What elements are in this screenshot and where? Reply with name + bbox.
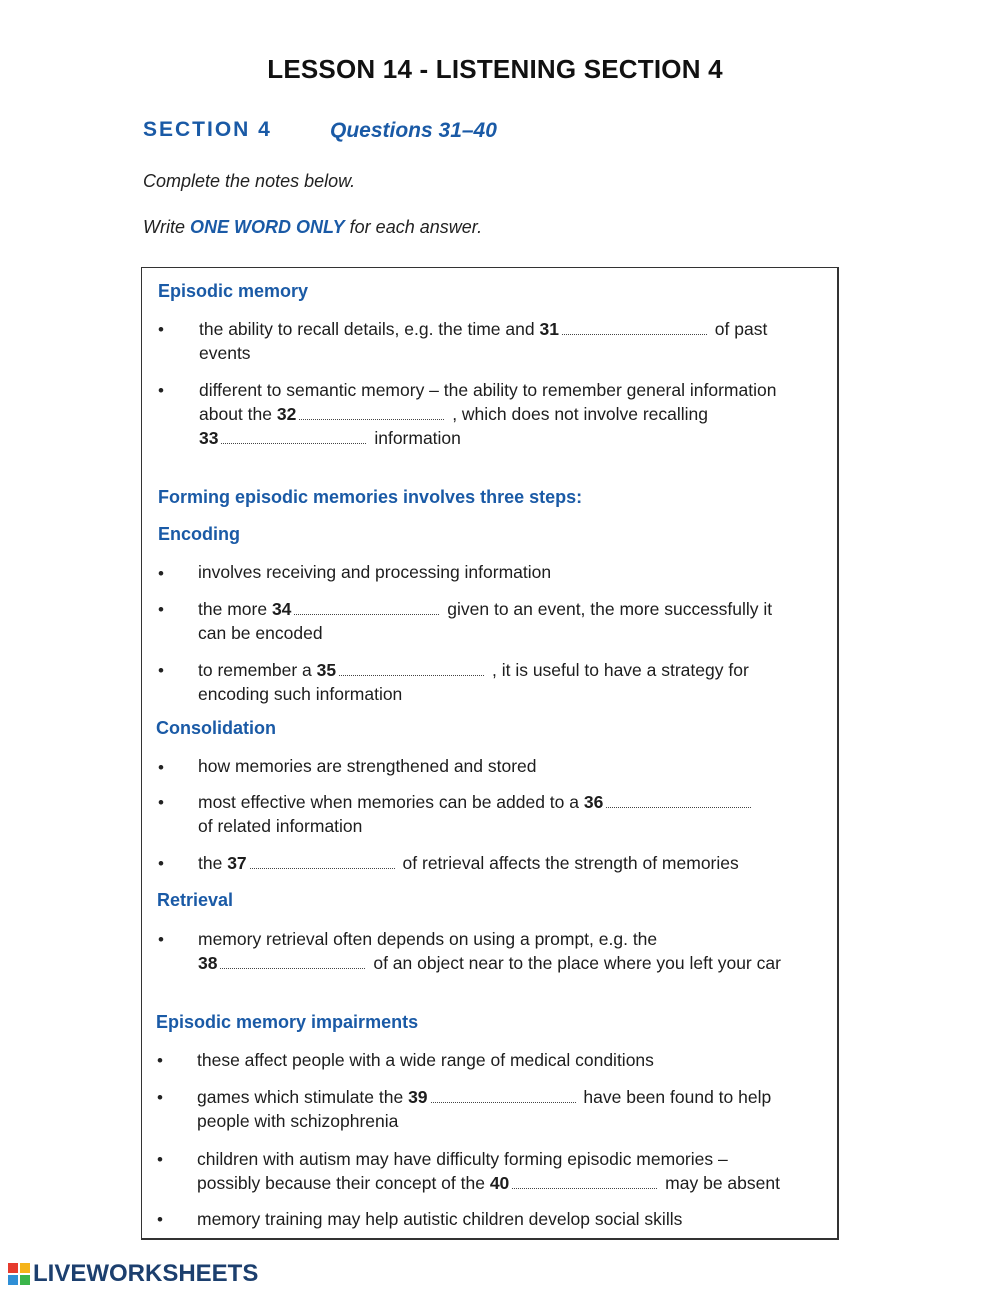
bullet: • <box>157 1150 163 1169</box>
answer-blank-31[interactable] <box>562 322 707 335</box>
note-consolidation-1: how memories are strengthened and stored <box>198 756 537 776</box>
note-37: the 37 of retrieval affects the strength of memories <box>198 853 739 873</box>
answer-blank-32[interactable] <box>299 407 444 420</box>
bullet: • <box>158 564 164 583</box>
bullet: • <box>157 1051 163 1070</box>
note-encoding-1: involves receiving and processing information <box>198 562 552 582</box>
heading-encoding: Encoding <box>158 524 240 544</box>
note-38: memory retrieval often depends on using a prompt, e.g. the 38 of an object near to the place where you left your car <box>198 929 781 973</box>
instruction-complete: Complete the notes below. <box>143 171 356 191</box>
bullet: • <box>157 1210 163 1229</box>
answer-blank-40[interactable] <box>512 1176 657 1189</box>
heading-retrieval: Retrieval <box>157 890 234 910</box>
answer-blank-38[interactable] <box>220 956 365 969</box>
answer-blank-33[interactable] <box>221 431 366 444</box>
instruction-write: Write ONE WORD ONLY for each answer. <box>143 217 483 237</box>
heading-consolidation: Consolidation <box>156 718 276 738</box>
bullet: • <box>158 320 164 339</box>
bullet: • <box>158 661 164 680</box>
answer-blank-36[interactable] <box>606 795 751 808</box>
section-label: SECTION 4 <box>143 118 272 141</box>
bullet: • <box>158 793 164 812</box>
answer-blank-34[interactable] <box>294 602 439 615</box>
section-header <box>143 118 497 142</box>
heading-forming: Forming episodic memories involves three steps: <box>158 487 583 507</box>
note-impairments-1: these affect people with a wide range of medical conditions <box>197 1050 654 1070</box>
page-title: LESSON 14 - LISTENING SECTION 4 <box>267 54 723 84</box>
instruction-highlight: ONE WORD ONLY <box>190 217 345 237</box>
heading-impairments: Episodic memory impairments <box>156 1012 419 1032</box>
bullet: • <box>158 930 164 949</box>
note-impairments-4: memory training may help autistic children develop social skills <box>197 1209 683 1229</box>
heading-episodic-memory: Episodic memory <box>158 281 309 301</box>
questions-range: Questions 31–40 <box>330 119 497 142</box>
bullet: • <box>158 600 164 619</box>
bullet: • <box>157 1088 163 1107</box>
liveworksheets-brand[interactable] <box>8 1259 258 1289</box>
notes-box <box>141 267 839 1240</box>
liveworksheets-logo-icon <box>8 1263 30 1285</box>
bullet: • <box>158 854 164 873</box>
brand-name: LIVEWORKSHEETS <box>33 1260 259 1287</box>
note-32-33: different to semantic memory – the ability to remember general information about the 32 , which does not involve recalling 33 information <box>199 380 777 448</box>
answer-blank-37[interactable] <box>250 856 395 869</box>
answer-blank-35[interactable] <box>339 663 484 676</box>
note-39: games which stimulate the 39 have been found to help people with schizophrenia <box>197 1087 772 1131</box>
note-40: children with autism may have difficulty forming episodic memories – possibly because their concept of the 40 may be absent <box>197 1149 780 1193</box>
note-31: the ability to recall details, e.g. the time and 31 of past events <box>199 319 768 363</box>
answer-blank-39[interactable] <box>431 1090 576 1103</box>
note-34: the more 34 given to an event, the more successfully it can be encoded <box>198 599 773 643</box>
note-35: to remember a 35 , it is useful to have a strategy for encoding such information <box>198 660 749 704</box>
bullet: • <box>158 381 164 400</box>
note-36: most effective when memories can be added to a 36 of related information <box>198 790 828 838</box>
bullet: • <box>158 758 164 777</box>
